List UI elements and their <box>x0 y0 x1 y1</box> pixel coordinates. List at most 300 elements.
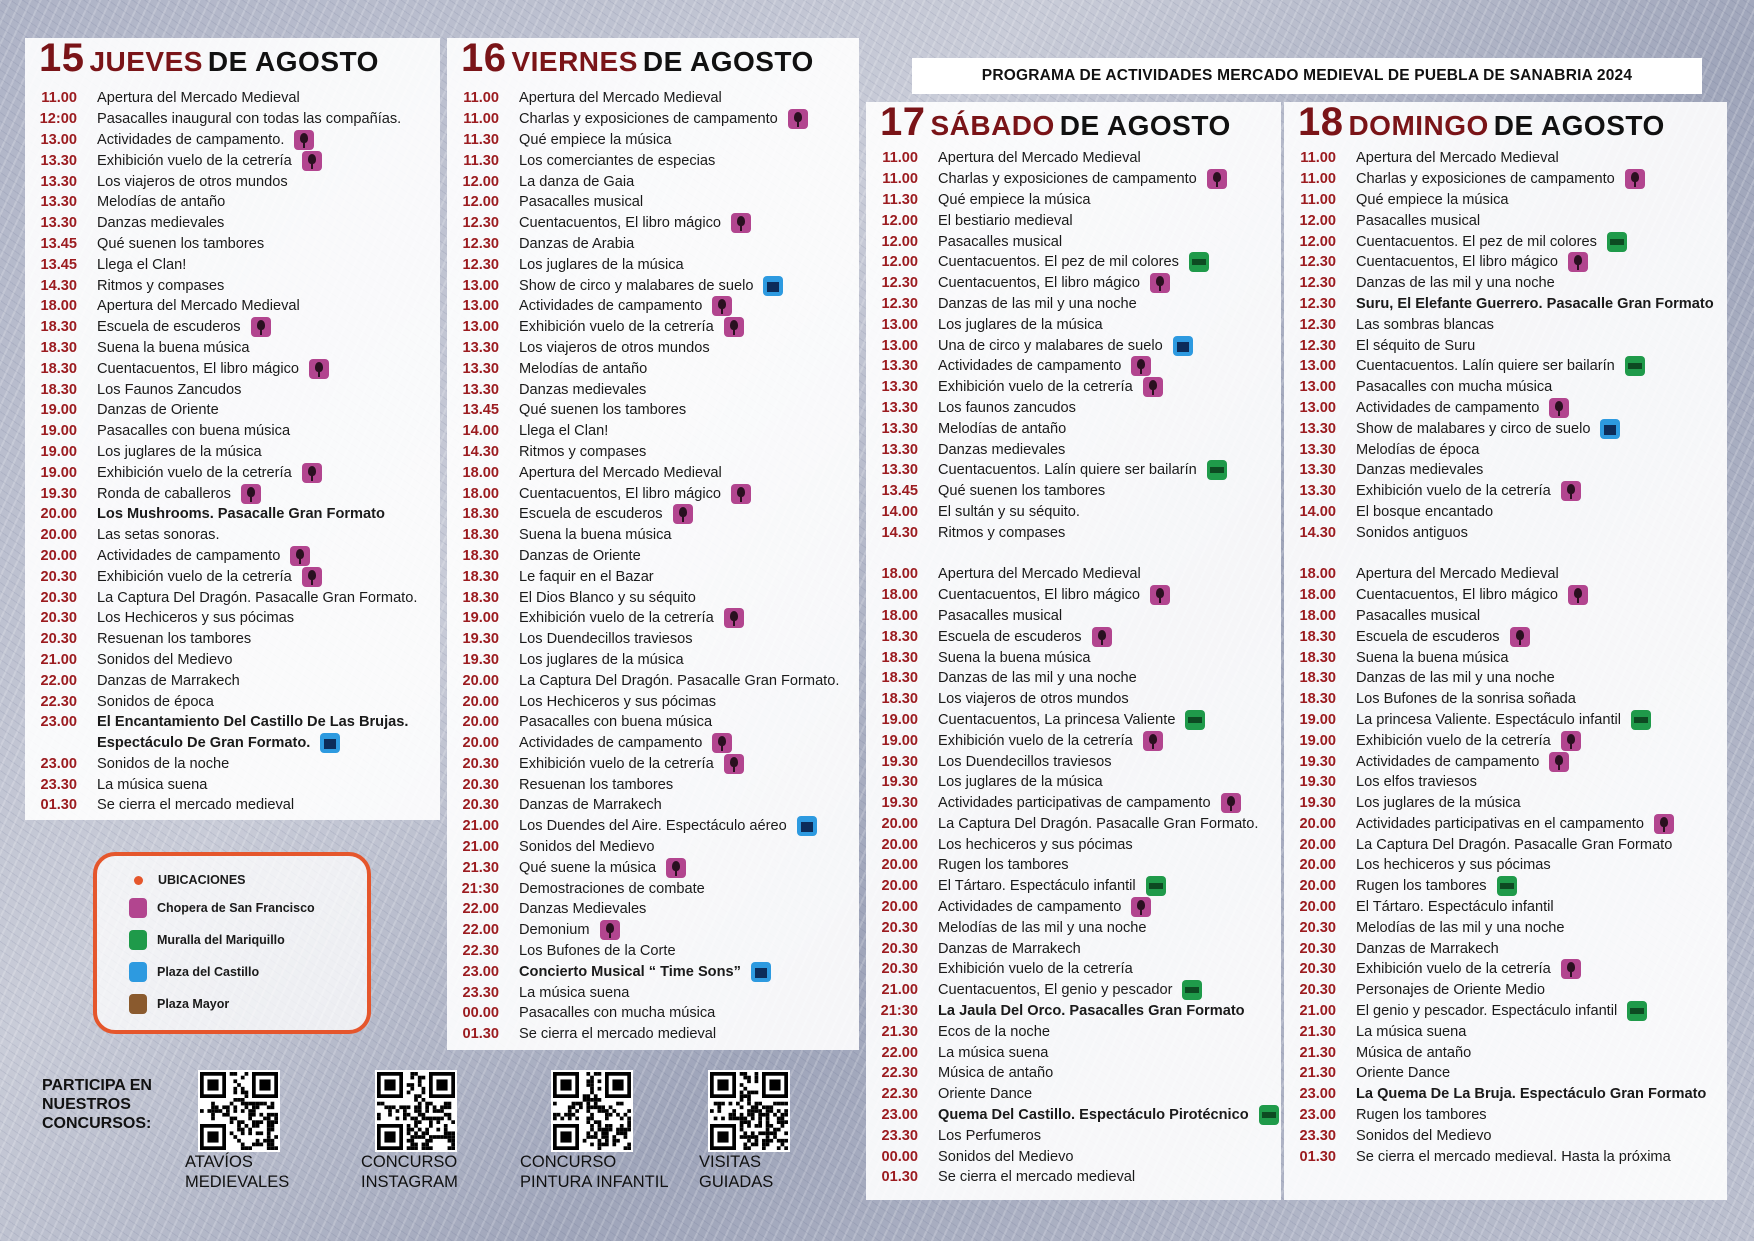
qr-module <box>410 1117 414 1121</box>
qr-module <box>736 1117 740 1121</box>
event-row <box>1284 439 1727 460</box>
event-title: Cuentacuentos, El libro mágico <box>938 275 1140 292</box>
day-name: JUEVES <box>89 46 203 77</box>
muralla-location-icon <box>1207 460 1227 480</box>
qr-module <box>747 1076 751 1080</box>
wall-location-icon <box>129 930 147 950</box>
qr-module <box>407 1083 411 1087</box>
event-row <box>1284 668 1727 689</box>
event-title: Cuentacuentos, El libro mágico <box>1356 254 1558 271</box>
qr-module <box>743 1146 747 1150</box>
event-title: Qué suenen los tambores <box>519 402 687 419</box>
muralla-location-icon <box>1497 876 1517 896</box>
event-row <box>866 959 1281 980</box>
qr-module <box>448 1113 452 1117</box>
event-title: Apertura del Mercado Medieval <box>1356 566 1559 583</box>
event-time: 13.30 <box>881 462 918 479</box>
qr-module <box>222 1105 226 1109</box>
qr-code-visitas[interactable] <box>708 1070 790 1152</box>
qr-module <box>766 1120 770 1124</box>
qr-module <box>230 1131 234 1135</box>
chopera-location-icon <box>1143 377 1163 397</box>
contest-label-pintura: CONCURSO PINTURA INFANTIL <box>520 1153 669 1191</box>
qr-module <box>594 1098 598 1102</box>
qr-module <box>751 1113 755 1117</box>
event-time: 21.00 <box>40 651 77 668</box>
event-row <box>1284 730 1727 751</box>
chopera-location-icon <box>666 858 686 878</box>
chopera-location-icon <box>241 484 261 504</box>
event-row <box>25 150 440 171</box>
qr-module <box>252 1109 256 1113</box>
qr-module <box>627 1143 631 1147</box>
qr-module <box>256 1131 260 1135</box>
event-time: 20.00 <box>1299 836 1336 853</box>
qr-finder <box>436 1079 447 1090</box>
qr-module <box>237 1139 241 1143</box>
qr-module <box>590 1117 594 1121</box>
event-row <box>25 795 440 816</box>
legend-title-row <box>97 868 367 892</box>
qr-module <box>773 1135 777 1139</box>
event-title: Suru, El Elefante Guerrero. Pasacalle Gran Formato <box>1356 295 1714 312</box>
legend-item-muralla <box>97 924 367 956</box>
event-time: 19.30 <box>40 485 77 502</box>
event-time: 18.30 <box>462 547 499 564</box>
qr-module <box>215 1109 219 1113</box>
event-time: 12.30 <box>462 235 499 252</box>
chopera-location-icon <box>302 151 322 171</box>
event-title: Show de malabares y circo de suelo <box>1356 420 1591 437</box>
event-row <box>447 941 859 962</box>
event-row <box>25 712 440 733</box>
event-time: 13.00 <box>1299 399 1336 416</box>
qr-module <box>429 1124 433 1128</box>
event-time: 22.30 <box>881 1086 918 1103</box>
qr-module <box>736 1102 740 1106</box>
event-row <box>447 130 859 151</box>
event-row <box>447 650 859 671</box>
event-title: Pasacalles con buena música <box>519 714 713 731</box>
qr-module <box>248 1117 252 1121</box>
event-time: 11.30 <box>463 131 499 148</box>
event-title: Cuentacuentos, El genio y pescador <box>938 982 1173 999</box>
event-title: Los Duendecillos traviesos <box>938 753 1112 770</box>
qr-module <box>590 1143 594 1147</box>
qr-module <box>237 1083 241 1087</box>
event-time: 19.30 <box>881 753 918 770</box>
event-time: 18.30 <box>881 670 918 687</box>
qr-module <box>410 1083 414 1087</box>
qr-module <box>743 1143 747 1147</box>
qr-module <box>586 1079 590 1083</box>
event-row <box>447 275 859 296</box>
qr-module <box>729 1117 733 1121</box>
event-row <box>1284 418 1727 439</box>
qr-module <box>248 1131 252 1135</box>
event-row <box>1284 377 1727 398</box>
event-row <box>25 546 440 567</box>
event-row <box>1284 710 1727 731</box>
qr-module <box>762 1131 766 1135</box>
event-title: Sonidos del Medievo <box>938 1148 1074 1165</box>
qr-module <box>605 1135 609 1139</box>
qr-module <box>751 1117 755 1121</box>
event-time: 13.30 <box>40 152 77 169</box>
qr-code-instagram[interactable] <box>375 1070 457 1152</box>
event-row <box>1284 689 1727 710</box>
qr-finder <box>717 1131 728 1142</box>
event-title: La música suena <box>938 1044 1049 1061</box>
qr-module <box>766 1109 770 1113</box>
chopera-location-icon <box>251 317 271 337</box>
qr-module <box>784 1113 788 1117</box>
legend-item-plaza-mayor <box>97 988 367 1020</box>
event-time: 12.30 <box>1299 275 1336 292</box>
qr-module <box>422 1135 426 1139</box>
qr-module <box>777 1117 781 1121</box>
qr-module <box>425 1143 429 1147</box>
event-row <box>1284 751 1727 772</box>
event-row <box>447 691 859 712</box>
qr-module <box>777 1120 781 1124</box>
qr-finder <box>560 1131 571 1142</box>
qr-module <box>429 1146 433 1150</box>
qr-module <box>627 1128 631 1132</box>
event-title: Los viajeros de otros mundos <box>519 339 710 356</box>
event-title: Danzas de las mil y una noche <box>938 295 1137 312</box>
qr-module <box>414 1117 418 1121</box>
event-title: Sonidos antiguos <box>1356 524 1468 541</box>
qr-module <box>572 1113 576 1117</box>
event-title: Los juglares de la música <box>97 443 262 460</box>
event-row <box>447 338 859 359</box>
event-time: 19.30 <box>462 651 499 668</box>
chopera-location-icon <box>294 130 314 150</box>
event-title: El Tártaro. Espectáculo infantil <box>938 878 1136 895</box>
qr-module <box>215 1105 219 1109</box>
event-list <box>866 148 1281 1188</box>
qr-module <box>766 1105 770 1109</box>
event-time: 18.00 <box>1299 607 1336 624</box>
event-row <box>1284 1021 1727 1042</box>
qr-module <box>418 1094 422 1098</box>
qr-module <box>245 1124 249 1128</box>
event-time: 20.30 <box>881 919 918 936</box>
event-time: 23.00 <box>462 963 499 980</box>
qr-module <box>256 1120 260 1124</box>
qr-module <box>245 1105 249 1109</box>
qr-module <box>241 1098 245 1102</box>
event-row <box>866 210 1281 231</box>
event-title: Pasacalles inaugural con todas las compañías. <box>97 111 402 128</box>
event-title: El genio y pescador. Espectáculo infantil <box>1356 1003 1618 1020</box>
event-title: Exhibición vuelo de la cetrería <box>938 379 1133 396</box>
event-time: 21.30 <box>1299 1065 1336 1082</box>
event-time: 23.30 <box>1299 1127 1336 1144</box>
qr-module <box>598 1109 602 1113</box>
event-title: Escuela de escuderos <box>938 628 1082 645</box>
qr-module <box>226 1105 230 1109</box>
event-time: 18.30 <box>881 628 918 645</box>
qr-module <box>564 1113 568 1117</box>
event-time: 19.00 <box>881 711 918 728</box>
qr-module <box>751 1109 755 1113</box>
event-time: 12.00 <box>1299 212 1336 229</box>
qr-module <box>226 1109 230 1113</box>
event-title: Exhibición vuelo de la cetrería <box>1356 732 1551 749</box>
square-location-icon <box>129 994 147 1014</box>
event-time: 14.30 <box>40 277 77 294</box>
qr-module <box>418 1079 422 1083</box>
qr-module <box>263 1117 267 1121</box>
event-title: Sonidos del Medievo <box>1356 1127 1492 1144</box>
event-time: 22.30 <box>40 693 77 710</box>
qr-module <box>568 1109 572 1113</box>
qr-module <box>248 1102 252 1106</box>
qr-module <box>598 1072 602 1076</box>
event-title: Los faunos zancudos <box>938 399 1076 416</box>
qr-module <box>572 1105 576 1109</box>
qr-module <box>267 1146 271 1150</box>
event-row <box>866 710 1281 731</box>
qr-module <box>769 1105 773 1109</box>
event-time: 20.30 <box>462 755 499 772</box>
event-time: 13.30 <box>881 379 918 396</box>
qr-module <box>769 1109 773 1113</box>
day-name: DOMINGO <box>1348 110 1489 141</box>
legend-title: UBICACIONES <box>158 873 246 887</box>
qr-module <box>451 1135 455 1139</box>
legend-label: Plaza del Castillo <box>157 965 260 979</box>
event-row <box>866 1021 1281 1042</box>
qr-module <box>422 1098 426 1102</box>
qr-module <box>758 1113 762 1117</box>
event-time: 13.30 <box>1299 462 1336 479</box>
qr-finder <box>207 1079 218 1090</box>
event-title: Charlas y exposiciones de campamento <box>938 171 1197 188</box>
qr-module <box>781 1113 785 1117</box>
event-time: 21.30 <box>881 1023 918 1040</box>
event-title: El séquito de Suru <box>1356 337 1476 354</box>
event-title: Música de antaño <box>938 1065 1054 1082</box>
qr-module <box>407 1128 411 1132</box>
qr-module <box>781 1117 785 1121</box>
event-time: 20.00 <box>881 899 918 916</box>
qr-module <box>399 1105 403 1109</box>
qr-module <box>568 1105 572 1109</box>
qr-module <box>237 1120 241 1124</box>
event-row <box>866 668 1281 689</box>
event-time: 18.00 <box>881 587 918 604</box>
qr-module <box>392 1105 396 1109</box>
event-row <box>866 793 1281 814</box>
qr-module <box>444 1102 448 1106</box>
event-row <box>447 712 859 733</box>
qr-module <box>436 1120 440 1124</box>
qr-code-pintura[interactable] <box>551 1070 633 1152</box>
qr-module <box>256 1124 260 1128</box>
event-title: La música suena <box>519 984 630 1001</box>
day-header <box>880 100 1231 145</box>
event-time: 11.00 <box>463 90 499 107</box>
event-title: Actividades de campamento <box>938 899 1122 916</box>
event-title: Concierto Musical “ Time Sons” <box>519 963 741 980</box>
event-row <box>1284 231 1727 252</box>
qr-module <box>396 1117 400 1121</box>
event-row <box>25 462 440 483</box>
qr-module <box>274 1146 278 1150</box>
event-title: La danza de Gaia <box>519 173 635 190</box>
event-title: Exhibición vuelo de la cetrería <box>97 464 292 481</box>
qr-module <box>590 1098 594 1102</box>
event-title: Pasacalles con mucha música <box>519 1005 716 1022</box>
qr-module <box>729 1102 733 1106</box>
qr-module <box>211 1113 215 1117</box>
event-title: Los hechiceros y sus pócimas <box>938 836 1133 853</box>
event-time: 19.00 <box>40 443 77 460</box>
event-time: 18.30 <box>1299 649 1336 666</box>
qr-module <box>451 1143 455 1147</box>
qr-module <box>784 1102 788 1106</box>
qr-module <box>601 1128 605 1132</box>
qr-module <box>769 1131 773 1135</box>
qr-module <box>237 1128 241 1132</box>
qr-module <box>777 1128 781 1132</box>
qr-module <box>583 1094 587 1098</box>
qr-module <box>274 1113 278 1117</box>
event-title: Actividades participativas en el campamento <box>1356 815 1644 832</box>
qr-module <box>747 1146 751 1150</box>
qr-code-atavios[interactable] <box>198 1070 280 1152</box>
qr-module <box>579 1105 583 1109</box>
event-row <box>25 525 440 546</box>
event-time: 20.30 <box>40 631 77 648</box>
qr-module <box>259 1102 263 1106</box>
event-title: Exhibición vuelo de la cetrería <box>519 755 714 772</box>
qr-module <box>714 1102 718 1106</box>
qr-module <box>766 1143 770 1147</box>
qr-module <box>241 1128 245 1132</box>
qr-module <box>762 1113 766 1117</box>
qr-module <box>274 1120 278 1124</box>
event-row <box>866 606 1281 627</box>
event-row <box>25 754 440 775</box>
event-time: 22.00 <box>40 672 77 689</box>
event-title: Danzas medievales <box>519 381 647 398</box>
event-title: La Captura Del Dragón. Pasacalle Gran Formato. <box>97 589 418 606</box>
event-row <box>447 358 859 379</box>
qr-module <box>594 1105 598 1109</box>
event-row <box>25 629 440 650</box>
qr-module <box>747 1091 751 1095</box>
event-time: 19.00 <box>40 423 77 440</box>
event-time: 20.00 <box>1299 878 1336 895</box>
event-title: Pasacalles musical <box>1356 607 1481 624</box>
event-row <box>866 834 1281 855</box>
qr-module <box>403 1117 407 1121</box>
qr-module <box>605 1124 609 1128</box>
event-time: 18.30 <box>40 381 77 398</box>
event-row <box>447 525 859 546</box>
event-title: Las sombras blancas <box>1356 316 1494 333</box>
qr-module <box>429 1135 433 1139</box>
event-title: La música suena <box>1356 1023 1467 1040</box>
event-time: 01.30 <box>462 1026 499 1043</box>
event-row <box>447 961 859 982</box>
event-row <box>447 483 859 504</box>
event-time: 01.30 <box>881 1169 918 1186</box>
event-row <box>25 130 440 151</box>
qr-module <box>620 1131 624 1135</box>
qr-module <box>436 1109 440 1113</box>
day-header <box>39 36 379 81</box>
legend-item-plaza-castillo <box>97 956 367 988</box>
qr-module <box>624 1146 628 1150</box>
event-row <box>447 171 859 192</box>
qr-module <box>207 1109 211 1113</box>
event-title: Los Faunos Zancudos <box>97 381 242 398</box>
event-row <box>447 379 859 400</box>
event-time: 20.00 <box>40 547 77 564</box>
event-row <box>1284 398 1727 419</box>
chopera-location-icon <box>731 213 751 233</box>
qr-module <box>422 1143 426 1147</box>
chopera-location-icon <box>600 920 620 940</box>
event-row <box>25 317 440 338</box>
qr-module <box>267 1117 271 1121</box>
qr-module <box>557 1113 561 1117</box>
event-time: 13.30 <box>1299 441 1336 458</box>
qr-module <box>230 1102 234 1106</box>
qr-module <box>267 1120 271 1124</box>
qr-module <box>781 1120 785 1124</box>
event-title: Personajes de Oriente Medio <box>1356 982 1546 999</box>
event-row <box>25 774 440 795</box>
event-row <box>1284 834 1727 855</box>
event-title: Actividades de campamento <box>519 735 703 752</box>
event-title: Suena la buena música <box>938 649 1091 666</box>
day-column-16 <box>447 38 859 1050</box>
event-title: Actividades de campamento. <box>97 131 285 148</box>
event-title: Exhibición vuelo de la cetrería <box>97 568 292 585</box>
event-title: Escuela de escuderos <box>519 506 663 523</box>
event-row <box>866 231 1281 252</box>
qr-module <box>616 1113 620 1117</box>
qr-module <box>594 1072 598 1076</box>
qr-module <box>433 1109 437 1113</box>
event-title: Melodías de antaño <box>97 194 226 211</box>
event-title: Melodías de las mil y una noche <box>938 919 1147 936</box>
event-time: 20.00 <box>881 857 918 874</box>
qr-module <box>226 1113 230 1117</box>
qr-module <box>248 1146 252 1150</box>
event-title: Se cierra el mercado medieval. Hasta la próxima <box>1356 1148 1671 1165</box>
qr-module <box>766 1128 770 1132</box>
event-time: 13.45 <box>40 256 77 273</box>
event-row <box>1284 897 1727 918</box>
event-time: 13.30 <box>40 215 77 232</box>
qr-module <box>583 1098 587 1102</box>
qr-module <box>252 1124 256 1128</box>
event-row <box>866 481 1281 502</box>
event-time: 12.30 <box>462 256 499 273</box>
qr-module <box>410 1072 414 1076</box>
qr-module <box>747 1109 751 1113</box>
event-row <box>25 171 440 192</box>
event-title: Oriente Dance <box>938 1086 1033 1103</box>
muralla-location-icon <box>1631 710 1651 730</box>
